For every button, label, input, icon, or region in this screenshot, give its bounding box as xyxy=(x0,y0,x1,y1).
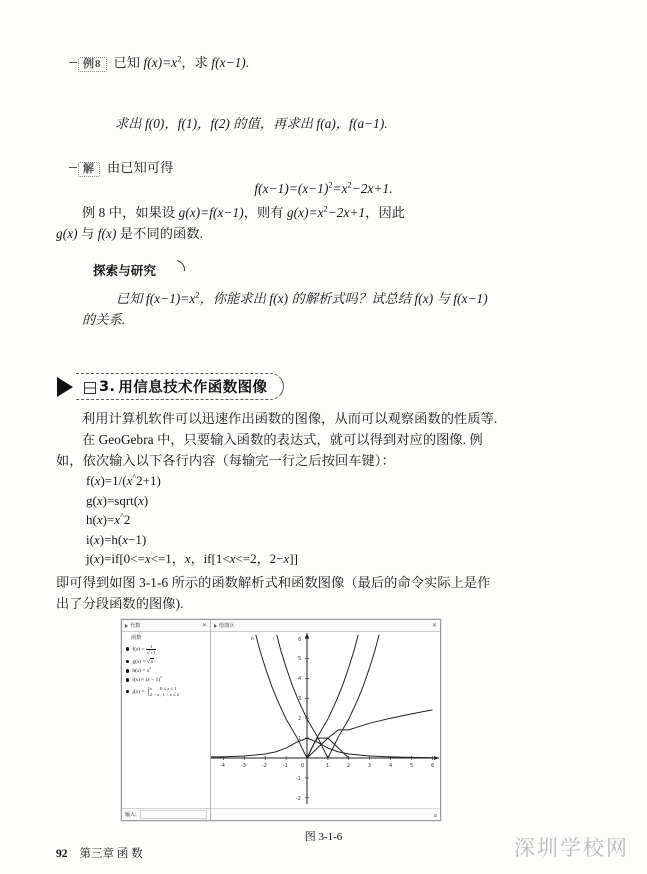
graphics-view[interactable] xyxy=(211,620,440,820)
algebra-item-j[interactable] xyxy=(122,685,210,699)
svg-text:1: 1 xyxy=(326,763,330,769)
svg-text:2: 2 xyxy=(347,763,351,769)
graphics-status-right: α xyxy=(433,813,437,819)
code-line-f: f(x)=1/(x^2+1) xyxy=(86,472,161,488)
body-paragraph-2 xyxy=(56,429,566,471)
page-footer xyxy=(56,845,143,861)
visibility-dot-icon[interactable] xyxy=(126,647,129,650)
solution-lead: 由已知可得 xyxy=(107,160,174,175)
explore-line-2: 的关系. xyxy=(82,312,126,327)
section-number: 3. xyxy=(99,378,116,395)
example-statement-mid: ，求 xyxy=(181,55,212,70)
algebra-view-title-group xyxy=(125,622,140,629)
curve-g xyxy=(307,710,432,758)
algebra-item-g-label: g(x) = √x xyxy=(132,658,154,665)
svg-text:4: 4 xyxy=(389,763,393,769)
svg-text:6: 6 xyxy=(298,637,302,643)
explore-line-1: 已知 $f(x-1)=x^2$，你能求出 f(x) 的解析式吗？试总结 f(x) 与 f(x−1) xyxy=(116,290,488,306)
algebra-item-j-label: j( x ) = { x , 0 ≤ x ≤ 1 2 − x , 1 < x ≤ 2 xyxy=(132,685,179,698)
example-statement-end: . xyxy=(245,55,250,70)
solution-formula-text: $f(x-1)=(x-1)^2=x^2-2x+1$. xyxy=(254,180,393,196)
code-line-j: j(x)=if[0<=x<=1，x，if[1<x<=2，2−x]] xyxy=(86,551,298,566)
graphics-status-bar xyxy=(211,808,440,820)
body-p1: 利用计算机软件可以迅速作出函数的图像，从而可以观察函数的性质等. xyxy=(82,411,498,426)
body-p2-line-2: 如，依次输入以下各行内容（每输完一行之后按回车键）： xyxy=(56,453,395,468)
example-task xyxy=(115,113,545,134)
solution-block xyxy=(78,157,558,178)
plot-axes xyxy=(211,633,439,804)
chevron-right-icon[interactable] xyxy=(214,624,217,628)
body-p3-line-1: 即可得到如图 3-1-6 所示的函数解析式和函数图像（最后的命令实际上是作 xyxy=(56,575,491,590)
solution-tag-label: 解 xyxy=(78,162,100,177)
example-statement-pre: 已知 xyxy=(113,55,144,70)
body-paragraph-3 xyxy=(56,572,566,614)
section-heading xyxy=(57,373,284,400)
visibility-dot-icon[interactable] xyxy=(126,678,129,681)
algebra-item-f-label: f(x) = $\frac{1}{x^2+1}$ xyxy=(132,643,156,655)
example-row xyxy=(78,52,558,73)
svg-text:3: 3 xyxy=(368,763,372,769)
example-block xyxy=(78,52,558,73)
curve-labels xyxy=(251,636,274,642)
svg-text:2: 2 xyxy=(298,716,302,722)
svg-text:3: 3 xyxy=(298,696,302,702)
algebra-item-i[interactable] xyxy=(122,676,210,685)
curve-i xyxy=(277,635,379,758)
algebra-view[interactable] xyxy=(122,620,211,820)
svg-text:1: 1 xyxy=(298,736,302,742)
note-line-2: g(x) 与 f(x) 是不同的函数. xyxy=(56,226,204,241)
input-bar-field[interactable] xyxy=(140,810,207,819)
explore-body xyxy=(56,288,566,330)
algebra-view-titlebar[interactable] xyxy=(122,620,210,632)
visibility-dot-icon[interactable] xyxy=(126,690,129,693)
algebra-item-f[interactable] xyxy=(122,642,210,656)
svg-text:5: 5 xyxy=(410,763,414,769)
curve-f xyxy=(211,738,432,758)
svg-text:-2: -2 xyxy=(262,763,267,769)
svg-text:-2: -2 xyxy=(296,796,301,802)
algebra-item-i-label: $i(x) = (x - 1)^2$ xyxy=(132,675,162,684)
graphics-close-icon[interactable]: ✕ xyxy=(431,621,437,629)
explore-title: 探索与研究 xyxy=(93,263,156,278)
svg-text:6: 6 xyxy=(431,763,435,769)
section-heading-row xyxy=(57,373,284,400)
input-bar-label: 输入: xyxy=(125,812,137,818)
algebra-item-g[interactable] xyxy=(122,656,210,666)
graphics-view-title: 绘图区 xyxy=(219,623,235,629)
example-statement xyxy=(114,52,250,73)
algebra-view-title: 代数 xyxy=(130,623,141,629)
example-tag xyxy=(78,54,107,72)
code-line-g: g(x)=sqrt(x) xyxy=(86,492,149,508)
example-task-text: 求出 f(0)，f(1)，f(2) 的值，再求出 f(a)，f(a−1). xyxy=(115,116,388,131)
geogebra-panels xyxy=(122,620,440,820)
graphics-view-title-group xyxy=(214,622,235,629)
explore-arc-icon xyxy=(162,256,188,282)
visibility-dot-icon[interactable] xyxy=(126,660,129,663)
example-tag-label: 例8 xyxy=(78,57,107,72)
svg-text:-3: -3 xyxy=(241,763,246,769)
example-statement-ask: f(x−1) xyxy=(211,55,246,70)
figure-caption: 图 3-1-6 xyxy=(304,831,343,843)
note-paragraph xyxy=(56,202,556,244)
graphics-status-group xyxy=(434,813,437,819)
section-heading-band xyxy=(76,373,284,400)
triangle-bullet-icon xyxy=(57,377,73,397)
curve-label-i: i xyxy=(273,637,275,642)
solution-tag xyxy=(78,159,100,177)
svg-text:0: 0 xyxy=(301,763,305,769)
code-line-i: i(x)=h(x−1) xyxy=(86,531,147,547)
chapter-label: 第三章 函 数 xyxy=(79,848,143,860)
visibility-dot-icon[interactable] xyxy=(126,669,129,672)
body-p2-line-1: 在 GeoGebra 中，只要输入函数的表达式，就可以得到对应的图像. 例 xyxy=(82,432,483,447)
solution-row xyxy=(78,157,558,178)
body-paragraph-1 xyxy=(56,408,566,429)
svg-text:-4: -4 xyxy=(220,763,225,769)
section-mark-icon xyxy=(84,382,96,394)
section-title: 用信息技术作函数图像 xyxy=(118,380,268,396)
geogebra-input-bar[interactable] xyxy=(122,808,210,820)
solution-formula xyxy=(0,178,647,199)
algebra-item-h[interactable] xyxy=(122,666,210,675)
explore-header-inner xyxy=(93,260,185,279)
note-line-1: 例 8 中，如果设 g(x)=f(x−1)，则有 $g(x)=x^2-2x+1$，因此 xyxy=(82,204,406,220)
body-p3-line-2: 出了分段函数的图像). xyxy=(56,596,184,611)
algebra-close-icon[interactable]: ✕ xyxy=(201,621,207,629)
function-plot[interactable] xyxy=(211,631,441,806)
watermark: 深圳学校网 xyxy=(514,836,629,860)
geogebra-window[interactable] xyxy=(121,619,441,821)
explore-header xyxy=(93,260,185,280)
svg-text:-1: -1 xyxy=(296,776,301,782)
svg-text:4: 4 xyxy=(298,676,302,682)
svg-text:5: 5 xyxy=(298,656,302,662)
page-number: 92 xyxy=(56,848,68,860)
example-statement-formula: $f(x)=x^2$ xyxy=(143,54,182,70)
svg-text:-1: -1 xyxy=(283,763,288,769)
code-list xyxy=(86,471,546,569)
algebra-group-label: 函数 xyxy=(131,635,142,641)
curve-label-h: h xyxy=(251,637,254,642)
chevron-right-icon[interactable] xyxy=(125,624,128,628)
code-line-h: h(x)=x^2 xyxy=(86,511,131,527)
algebra-item-h-label: $h(x) = x^2$ xyxy=(132,666,151,674)
